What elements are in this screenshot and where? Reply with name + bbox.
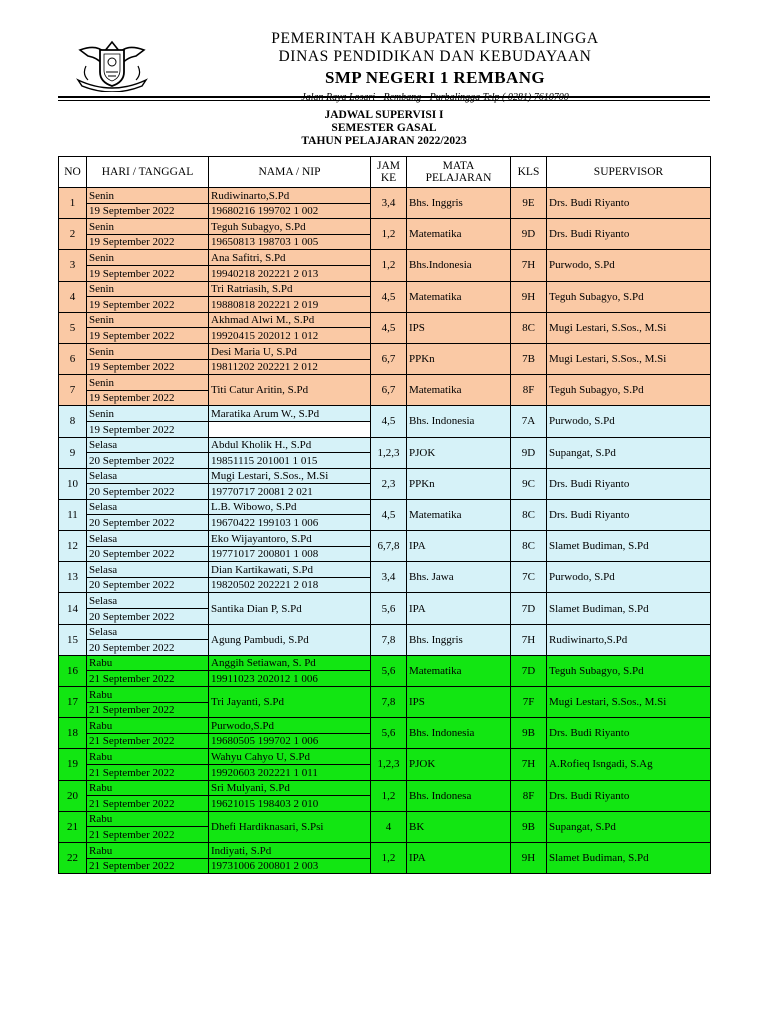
table-row [59,219,711,235]
row-mata-pelajaran: Bhs. Indonesia [407,406,511,437]
row-mata-pelajaran: Matematika [407,219,511,250]
row-tanggal: 20 September 2022 [87,609,209,625]
row-supervisor: Slamet Budiman, S.Pd [547,593,711,624]
header-hari-tanggal: HARI / TANGGAL [87,157,209,188]
row-tanggal: 20 September 2022 [87,640,209,656]
row-jam-ke: 4 [371,811,407,842]
header-no: NO [59,157,87,188]
row-nama: Wahyu Cahyo U, S.Pd [209,749,371,765]
row-hari: Senin [87,219,209,235]
row-jam-ke: 1,2 [371,219,407,250]
header-mata-pelajaran: MATA PELAJARAN [407,157,511,188]
row-mata-pelajaran: PJOK [407,749,511,780]
table-row [59,687,711,703]
row-jam-ke: 1,2 [371,780,407,811]
row-supervisor: Teguh Subagyo, S.Pd [547,655,711,686]
row-nip: 19880818 202221 2 019 [209,297,371,313]
row-supervisor: Teguh Subagyo, S.Pd [547,375,711,406]
letterhead-rule-thick [58,96,710,98]
row-no: 11 [59,499,87,530]
row-nama: Akhmad Alwi M., S.Pd [209,312,371,328]
row-nama: Titi Catur Aritin, S.Pd [209,375,371,406]
row-jam-ke: 4,5 [371,499,407,530]
row-no: 8 [59,406,87,437]
row-tanggal: 21 September 2022 [87,671,209,687]
row-jam-ke: 6,7,8 [371,531,407,562]
row-nama: Tri Jayanti, S.Pd [209,687,371,718]
row-hari: Selasa [87,468,209,484]
row-nip: 19650813 198703 1 005 [209,234,371,250]
row-hari: Selasa [87,499,209,515]
title-line-1: JADWAL SUPERVISI I [324,109,444,121]
row-mata-pelajaran: Matematika [407,655,511,686]
row-jam-ke: 2,3 [371,468,407,499]
row-nama: Purwodo,S.Pd [209,718,371,734]
row-no: 15 [59,624,87,655]
row-mata-pelajaran: Bhs. Inggris [407,624,511,655]
row-mata-pelajaran: PPKn [407,468,511,499]
row-no: 18 [59,718,87,749]
row-nama: Abdul Kholik H., S.Pd [209,437,371,453]
table-header-row [59,157,711,188]
row-jam-ke: 3,4 [371,562,407,593]
row-nama: Ana Safitri, S.Pd [209,250,371,266]
row-jam-ke: 5,6 [371,655,407,686]
row-mata-pelajaran: Matematika [407,499,511,530]
row-no: 5 [59,312,87,343]
row-supervisor: Drs. Budi Riyanto [547,219,711,250]
row-supervisor: Drs. Budi Riyanto [547,780,711,811]
row-mata-pelajaran: Bhs. Inggris [407,188,511,219]
row-kls: 8C [511,531,547,562]
row-supervisor: Mugi Lestari, S.Sos., M.Si [547,312,711,343]
row-nip-blank [209,421,371,437]
row-kls: 8C [511,312,547,343]
row-jam-ke: 1,2 [371,842,407,873]
table-row [59,499,711,515]
row-jam-ke: 1,2 [371,250,407,281]
row-mata-pelajaran: Bhs. Jawa [407,562,511,593]
row-no: 22 [59,842,87,873]
row-hari: Senin [87,375,209,391]
row-hari: Senin [87,281,209,297]
row-no: 14 [59,593,87,624]
row-supervisor: Purwodo, S.Pd [547,562,711,593]
row-nip: 19911023 202012 1 006 [209,671,371,687]
row-nama: Tri Ratriasih, S.Pd [209,281,371,297]
row-jam-ke: 6,7 [371,343,407,374]
row-tanggal: 21 September 2022 [87,733,209,749]
row-kls: 9H [511,842,547,873]
row-kls: 8F [511,375,547,406]
row-no: 21 [59,811,87,842]
row-hari: Senin [87,250,209,266]
title-line-3: TAHUN PELAJARAN 2022/2023 [301,135,467,147]
row-hari: Rabu [87,749,209,765]
row-hari: Rabu [87,718,209,734]
table-row [59,468,711,484]
row-hari: Selasa [87,562,209,578]
row-nama: Rudiwinarto,S.Pd [209,188,371,204]
row-kls: 7F [511,687,547,718]
row-tanggal: 19 September 2022 [87,203,209,219]
row-supervisor: Drs. Budi Riyanto [547,188,711,219]
row-nip: 19920415 202012 1 012 [209,328,371,344]
row-no: 7 [59,375,87,406]
letterhead-rule-thin [58,100,710,101]
row-supervisor: Drs. Budi Riyanto [547,468,711,499]
row-mata-pelajaran: PJOK [407,437,511,468]
row-mata-pelajaran: IPA [407,531,511,562]
row-kls: 7A [511,406,547,437]
row-supervisor: Purwodo, S.Pd [547,406,711,437]
row-kls: 9H [511,281,547,312]
row-nip: 19621015 198403 2 010 [209,796,371,812]
table-row [59,624,711,640]
table-row [59,531,711,547]
row-hari: Senin [87,343,209,359]
table-row [59,188,711,204]
row-jam-ke: 4,5 [371,406,407,437]
row-no: 4 [59,281,87,312]
row-kls: 7C [511,562,547,593]
row-supervisor: Drs. Budi Riyanto [547,499,711,530]
row-kls: 9D [511,437,547,468]
row-tanggal: 19 September 2022 [87,328,209,344]
table-row [59,842,711,858]
table-row [59,780,711,796]
row-hari: Selasa [87,531,209,547]
row-nip: 19680505 199702 1 006 [209,733,371,749]
row-kls: 8C [511,499,547,530]
row-supervisor: Drs. Budi Riyanto [547,718,711,749]
row-tanggal: 21 September 2022 [87,796,209,812]
table-row [59,250,711,266]
row-nip: 19940218 202221 2 013 [209,265,371,281]
document-title [58,109,710,148]
row-nama: Agung Pambudi, S.Pd [209,624,371,655]
table-row [59,749,711,765]
header-jam-ke: JAM KE [371,157,407,188]
row-tanggal: 19 September 2022 [87,297,209,313]
row-mata-pelajaran: IPA [407,593,511,624]
row-jam-ke: 1,2,3 [371,437,407,468]
row-hari: Senin [87,406,209,422]
row-mata-pelajaran: IPA [407,842,511,873]
row-nama: Desi Maria U, S.Pd [209,343,371,359]
row-nama: Dhefi Hardiknasari, S.Psi [209,811,371,842]
row-jam-ke: 1,2,3 [371,749,407,780]
row-no: 9 [59,437,87,468]
row-hari: Selasa [87,437,209,453]
row-kls: 7B [511,343,547,374]
row-mata-pelajaran: Matematika [407,281,511,312]
row-kls: 9B [511,718,547,749]
row-nama: Teguh Subagyo, S.Pd [209,219,371,235]
table-row [59,811,711,827]
table-row [59,655,711,671]
row-kls: 9E [511,188,547,219]
row-no: 17 [59,687,87,718]
row-hari: Rabu [87,811,209,827]
row-hari: Rabu [87,842,209,858]
row-nama: Maratika Arum W., S.Pd [209,406,371,422]
row-mata-pelajaran: PPKn [407,343,511,374]
row-supervisor: Mugi Lestari, S.Sos., M.Si [547,687,711,718]
row-tanggal: 20 September 2022 [87,453,209,469]
row-jam-ke: 5,6 [371,593,407,624]
row-no: 13 [59,562,87,593]
row-kls: 7H [511,624,547,655]
row-nip: 19670422 199103 1 006 [209,515,371,531]
government-name: PEMERINTAH KABUPATEN PURBALINGGA [271,30,599,47]
table-row [59,718,711,734]
table-row [59,437,711,453]
row-hari: Senin [87,312,209,328]
row-tanggal: 20 September 2022 [87,484,209,500]
header-kls: KLS [511,157,547,188]
title-line-2: SEMESTER GASAL [331,122,437,134]
header-supervisor: SUPERVISOR [547,157,711,188]
row-kls: 8F [511,780,547,811]
row-nip: 19811202 202221 2 012 [209,359,371,375]
row-jam-ke: 4,5 [371,281,407,312]
row-nama: Dian Kartikawati, S.Pd [209,562,371,578]
row-tanggal: 19 September 2022 [87,390,209,406]
row-supervisor: Slamet Budiman, S.Pd [547,531,711,562]
row-hari: Selasa [87,593,209,609]
row-no: 6 [59,343,87,374]
row-supervisor: Supangat, S.Pd [547,437,711,468]
row-no: 12 [59,531,87,562]
table-row [59,562,711,578]
letterhead [60,28,710,103]
row-hari: Rabu [87,687,209,703]
row-no: 1 [59,188,87,219]
row-nama: Santika Dian P, S.Pd [209,593,371,624]
row-jam-ke: 7,8 [371,624,407,655]
school-address: Jalan Raya Losari - Rembang - Purbalingga Telp ( 0281) 7610700 [301,92,569,103]
row-supervisor: Rudiwinarto,S.Pd [547,624,711,655]
row-hari: Rabu [87,780,209,796]
row-hari: Selasa [87,624,209,640]
row-nama: Eko Wijayantoro, S.Pd [209,531,371,547]
row-jam-ke: 3,4 [371,188,407,219]
table-row [59,593,711,609]
row-kls: 9C [511,468,547,499]
row-tanggal: 21 September 2022 [87,702,209,718]
table-row [59,312,711,328]
row-supervisor: Purwodo, S.Pd [547,250,711,281]
row-supervisor: Slamet Budiman, S.Pd [547,842,711,873]
school-name: SMP NEGERI 1 REMBANG [324,68,546,87]
row-tanggal: 19 September 2022 [87,265,209,281]
row-jam-ke: 5,6 [371,718,407,749]
row-no: 16 [59,655,87,686]
row-no: 2 [59,219,87,250]
table-row [59,281,711,297]
row-hari: Senin [87,188,209,204]
row-tanggal: 20 September 2022 [87,577,209,593]
regency-emblem-icon [74,36,150,92]
row-nama: L.B. Wibowo, S.Pd [209,499,371,515]
supervision-schedule-table [58,156,711,874]
row-tanggal: 21 September 2022 [87,764,209,780]
row-mata-pelajaran: Bhs. Indonesia [407,718,511,749]
row-mata-pelajaran: BK [407,811,511,842]
row-supervisor: Supangat, S.Pd [547,811,711,842]
row-supervisor: A.Rofieq Isngadi, S.Ag [547,749,711,780]
row-mata-pelajaran: Bhs.Indonesia [407,250,511,281]
row-nip: 19770717 20081 2 021 [209,484,371,500]
row-tanggal: 19 September 2022 [87,359,209,375]
row-nama: Sri Mulyani, S.Pd [209,780,371,796]
row-nip: 19731006 200801 2 003 [209,858,371,874]
row-kls: 7H [511,749,547,780]
row-no: 19 [59,749,87,780]
row-mata-pelajaran: Matematika [407,375,511,406]
row-kls: 7D [511,655,547,686]
row-no: 20 [59,780,87,811]
table-row [59,343,711,359]
table-row [59,375,711,391]
row-nip: 19920603 202221 1 011 [209,764,371,780]
department-name: DINAS PENDIDIKAN DAN KEBUDAYAAN [278,48,592,65]
row-tanggal: 21 September 2022 [87,858,209,874]
row-kls: 7D [511,593,547,624]
row-mata-pelajaran: Bhs. Indonesa [407,780,511,811]
row-mata-pelajaran: IPS [407,312,511,343]
row-nama: Anggih Setiawan, S. Pd [209,655,371,671]
row-nama: Indiyati, S.Pd [209,842,371,858]
row-tanggal: 21 September 2022 [87,827,209,843]
header-nama-nip: NAMA / NIP [209,157,371,188]
row-no: 10 [59,468,87,499]
row-nip: 19851115 201001 1 015 [209,453,371,469]
row-kls: 9B [511,811,547,842]
table-body [59,188,711,874]
row-hari: Rabu [87,655,209,671]
row-nip: 19771017 200801 1 008 [209,546,371,562]
row-jam-ke: 6,7 [371,375,407,406]
row-mata-pelajaran: IPS [407,687,511,718]
row-tanggal: 20 September 2022 [87,546,209,562]
row-kls: 9D [511,219,547,250]
row-tanggal: 19 September 2022 [87,234,209,250]
row-nama: Mugi Lestari, S.Sos., M.Si [209,468,371,484]
row-tanggal: 19 September 2022 [87,421,209,437]
row-supervisor: Mugi Lestari, S.Sos., M.Si [547,343,711,374]
row-no: 3 [59,250,87,281]
row-supervisor: Teguh Subagyo, S.Pd [547,281,711,312]
row-nip: 19820502 202221 2 018 [209,577,371,593]
table-row [59,406,711,422]
row-nip: 19680216 199702 1 002 [209,203,371,219]
row-kls: 7H [511,250,547,281]
row-jam-ke: 4,5 [371,312,407,343]
row-tanggal: 20 September 2022 [87,515,209,531]
row-jam-ke: 7,8 [371,687,407,718]
